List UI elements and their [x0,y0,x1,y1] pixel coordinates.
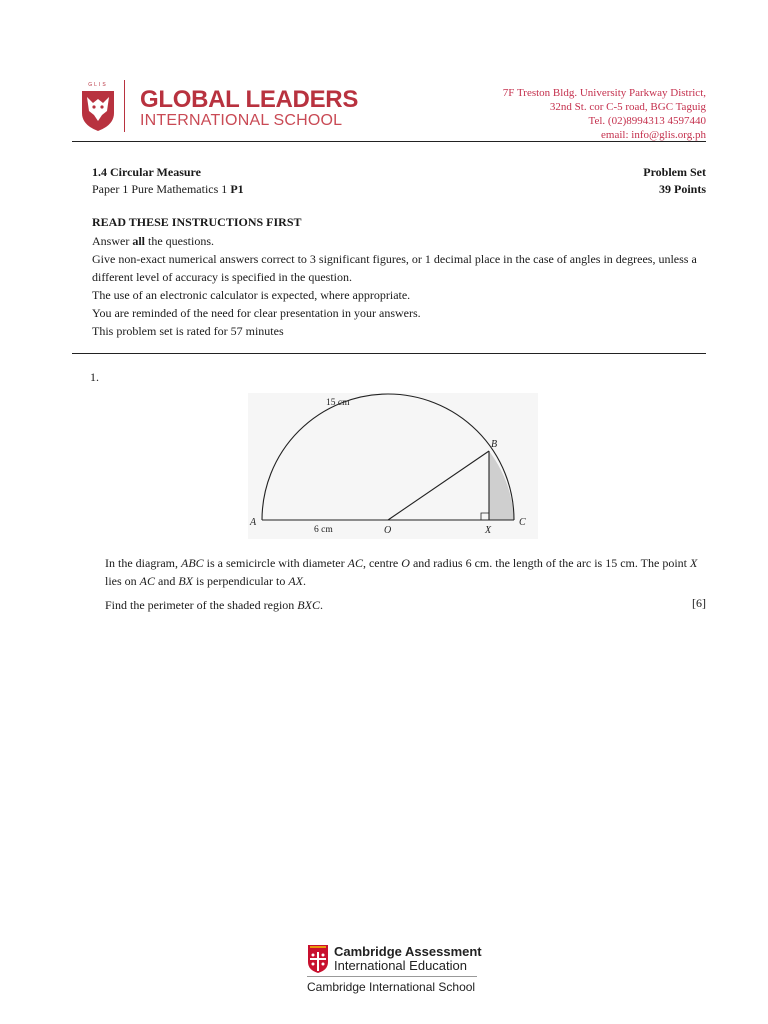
math-var: BX [178,574,194,588]
paper-prefix: Paper 1 Pure Mathematics 1 [92,182,231,196]
instructions [92,213,706,340]
instruction-line: The use of an electronic calculator is expected, where appropriate. [92,288,411,302]
instruction-line [92,232,706,250]
instruction-text: the questions. [145,234,214,248]
text: and radius 6 cm. the length of the arc is 15 cm. The point [409,556,690,570]
logo-divider [124,80,125,132]
cambridge-school-label: Cambridge International School [307,980,476,994]
math-var: AC [347,556,363,570]
text: . [319,598,323,612]
math-var: AC [139,574,156,588]
topic-title: 1.4 Circular Measure [92,165,201,179]
question-paragraph [105,554,706,590]
point-O-label: O [384,525,392,536]
school-subtitle: INTERNATIONAL SCHOOL [140,112,343,129]
point-C-label: C [519,517,526,528]
school-address [503,86,706,142]
instruction-line: Give non-exact numerical answers correct to 3 significant figures, or 1 decimal place in the case of angles in degrees, unless a different level of accuracy is specified in the question. [92,252,697,284]
text: lies on [105,574,140,588]
cambridge-shield-icon [307,944,329,974]
set-type: Problem Set [643,165,706,179]
set-info-block [643,164,706,198]
school-name: GLOBAL LEADERS [140,86,359,113]
point-A-label: A [250,517,257,528]
paper-info [92,181,244,198]
point-B-label: B [491,439,498,450]
instructions-heading: READ THESE INSTRUCTIONS FIRST [92,215,302,229]
points-total: 39 Points [658,182,706,196]
cambridge-title: Cambridge Assessment [334,944,482,959]
radius-label: 6 cm [314,525,333,535]
question-task [105,596,706,614]
math-var: X [689,556,698,570]
text: , centre [362,556,402,570]
footer-rule [307,976,477,977]
text: Find the perimeter of the shaded region [105,598,298,612]
cambridge-subtitle: International Education [334,958,467,973]
address-line: 32nd St. cor C-5 road, BGC Taguig [549,101,706,113]
question-marks: [6] [692,596,706,610]
school-logo-icon [78,81,118,133]
math-var: BXC [297,598,320,612]
math-var: O [401,556,410,570]
question-text [105,554,706,620]
text: . [303,574,306,588]
question-number: 1. [90,370,99,384]
arc-length-label: 15 cm [326,398,350,408]
text: is a semicircle with diameter [203,556,348,570]
instruction-line: This problem set is rated for 57 minutes [92,324,284,338]
text: In the diagram, [105,556,181,570]
address-line: email: info@glis.org.ph [601,129,706,141]
math-var: AX [288,574,303,588]
logo-mark-text: GLIS [88,82,108,88]
instruction-text: Answer [92,234,133,248]
header-rule [72,141,706,142]
address-line: 7F Treston Bldg. University Parkway District, [502,87,706,99]
semicircle-diagram [248,393,538,539]
instruction-line: You are reminded of the need for clear presentation in your answers. [92,306,421,320]
address-line: Tel. (02)8994313 4597440 [588,115,706,127]
point-X-label: X [485,525,492,536]
instructions-rule [72,353,706,354]
paper-code: P1 [230,182,244,196]
text: and [155,574,179,588]
text: is perpendicular to [193,574,289,588]
topic-block [92,164,244,198]
math-var: ABC [180,556,204,570]
instruction-emphasis: all [132,234,145,248]
